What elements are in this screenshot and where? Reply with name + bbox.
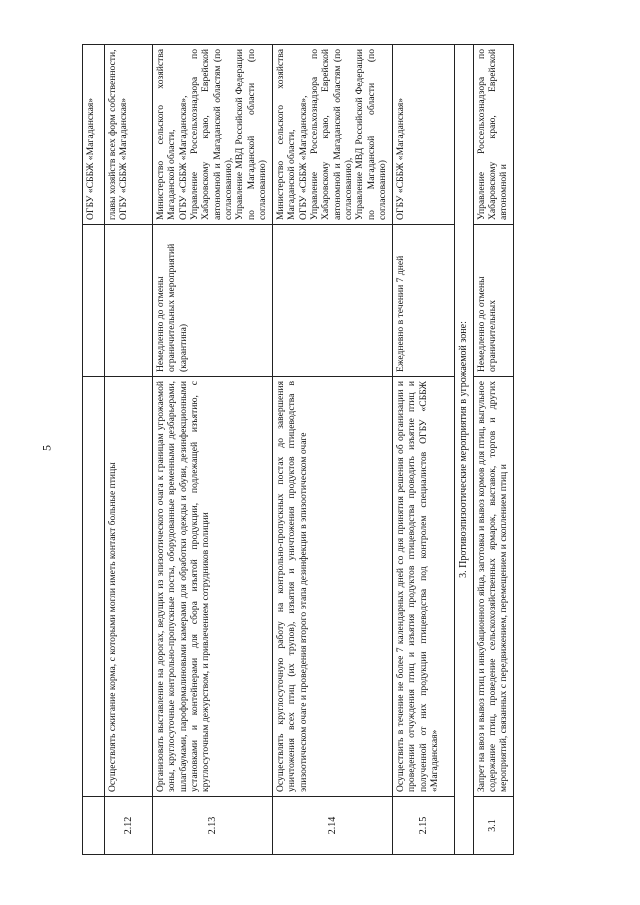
executors-cell: [273, 45, 393, 225]
executor-line: Управление Россельхознадзора по Хабаровскому краю, Еврейской автономной и Магаданской областям (по согласованию),: [308, 49, 354, 220]
executor-line: ОГБУ «СББЖ «Магаданская»: [118, 97, 130, 220]
table-row: [105, 45, 153, 855]
term-text: [83, 225, 105, 377]
measures-table: [82, 44, 514, 855]
executor-line: ОГБУ «СББЖ «Магаданская»,: [297, 95, 309, 220]
executors-cell: [393, 45, 455, 225]
executor-line: Управление Россельхознадзора по Хабаровскому краю, Еврейской автономной и: [475, 49, 510, 220]
measure-text: [83, 377, 105, 797]
executors-cell: [83, 45, 105, 225]
table-row: [153, 45, 273, 855]
executor-line: ОГБУ «СББЖ «Магаданская»: [395, 97, 406, 220]
executor-line: Управление МВД Российской Федерации по Магаданской области (по согласованию): [354, 49, 388, 220]
row-number: 2.12: [105, 797, 153, 855]
table-row: [393, 45, 455, 855]
row-number: 2.14: [273, 797, 393, 855]
measure-text: Запрет на ввоз и вывоз птиц и инкубационного яйца, заготовка и вывоз кормов для птиц, выгульное содержание птиц, проведение сельскохозяйственных ярмарок, выставок, торгов и других мероприятий, связанных с передвижением, перемещением и скоплением птиц и: [473, 377, 513, 797]
executor-line: Управление МВД Российской Федерации по Магаданской области (по согласованию): [234, 49, 268, 220]
executor-line: Управление Россельхознадзора по Хабаровскому краю, Еврейской автономной и Магаданской областям (по согласованию),: [188, 49, 234, 220]
term-text: Ежедневно в течении 7 дней: [393, 225, 455, 377]
executor-line: ОГБУ «СББЖ «Магаданская»,: [177, 95, 189, 220]
executor-line: Министерство сельского хозяйства Магаданской области,: [155, 49, 178, 220]
row-number: 3.1: [473, 797, 513, 855]
section-header-row: [455, 45, 474, 855]
executors-cell: [473, 45, 513, 225]
executors-cell: [153, 45, 273, 225]
section-title: 3. Противоэпизоотические мероприятия в угрожаемой зоне:: [455, 45, 474, 855]
table-row: [273, 45, 393, 855]
page-number: 5: [39, 445, 54, 451]
executor-line: главы хозяйств всех форм собственности,: [107, 49, 118, 220]
term-text: Немедленно до отмены ограничительных: [473, 225, 513, 377]
term-text: [273, 225, 393, 377]
term-text: [105, 225, 153, 377]
executor-line: ОГБУ «СББЖ «Магаданская»: [85, 97, 96, 220]
measure-text: Осуществлять сжигание корма, с которыми могли иметь контакт больные птицы: [105, 377, 153, 797]
executors-cell: [105, 45, 153, 225]
measure-text: Организовать выставление на дорогах, ведущих из эпизоотического очага к границам угрожаемой зоны, круглосуточные контрольно-пропускные посты, оборудованные временными дезбарьерами, шлагбаумами, пароформалиновыми камерами для обработки одежды и обуви, дезинфекционными установками и контейнерами для сбора изъятой продукции, подлежащей изъятию, с круглосуточным дежурством, и привлечением сотрудников полиции: [153, 377, 273, 797]
measure-text: Осуществлять круглосуточную работу на контрольно-пропускных постах до завершения уничтожения всех птиц (их трупов), изъятия и уничтожения продуктов птицеводства в эпизоотическом очаге и проведения второго этапа дезинфекции в эпизоотическом очаге: [273, 377, 393, 797]
measure-text: Осуществить в течение не более 7 календарных дней со дня принятия решения об организации и проведении отчуждения птиц и изъятия продуктов птицеводства проводить изъятие птиц и полученной от них продукции птицеводства под контролем специалистов ОГБУ «СББЖ «Магаданская»: [393, 377, 455, 797]
row-number: 2.15: [393, 797, 455, 855]
rotated-table-wrapper: [82, 45, 510, 855]
table-row: [83, 45, 105, 855]
term-text: Немедленно до отмены ограничительных мероприятий (карантина): [153, 225, 273, 377]
row-number: [83, 797, 105, 855]
row-number: 2.13: [153, 797, 273, 855]
table-row: [473, 45, 513, 855]
executor-line: Министерство сельского хозяйства Магаданской области,: [275, 49, 298, 220]
